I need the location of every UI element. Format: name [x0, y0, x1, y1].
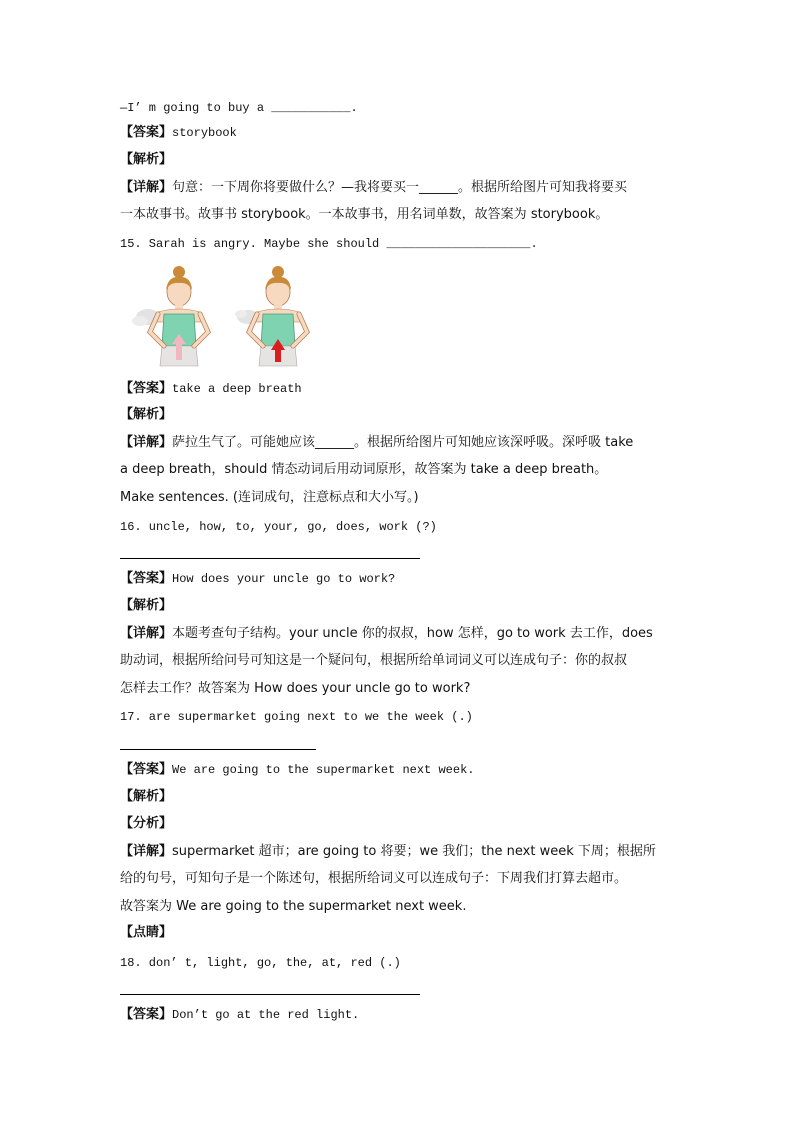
section-instruction: Make sentences. (连词成句，注意标点和大小写。): [120, 490, 419, 505]
q17-answer-line: [120, 761, 474, 779]
answer-tag: 【答案】: [120, 762, 173, 777]
q16-answer-line: [120, 570, 395, 588]
q18-answer: Don’t go at the red light.: [172, 1008, 360, 1022]
q16-detail-text-1: 本题考查句子结构。your uncle 你的叔叔，how 怎样，go to work 去工作，does: [172, 626, 653, 641]
q17-detail-line-1: [120, 843, 656, 861]
q17-detail-line-3: 故答案为 We are going to the supermarket next week.: [120, 899, 467, 914]
q18-prompt: 18. don’ t, light, go, the, at, red (.): [120, 956, 401, 970]
q16-analysis-tag: 【解析】: [120, 598, 173, 613]
answer-tag: 【答案】: [120, 125, 173, 140]
detail-tag: 【详解】: [120, 180, 173, 195]
q15-answer: take a deep breath: [172, 382, 302, 396]
q14-answer: storybook: [172, 126, 237, 140]
q17-prompt: 17. are supermarket going next to we the week (.): [120, 710, 473, 724]
q15-answer-line: [120, 380, 302, 398]
q14-answer-line: [120, 124, 237, 142]
detail-tag: 【详解】: [120, 626, 173, 641]
answer-tag: 【答案】: [120, 1007, 173, 1022]
q18-answer-blank[interactable]: [120, 994, 420, 995]
q17-dianjing-tag: 【点睛】: [120, 925, 173, 940]
q14-analysis-tag: 【解析】: [120, 152, 173, 167]
woman-breathing-out-figure: [235, 266, 307, 366]
q15-detail-line-1: [120, 434, 633, 452]
q17-detail-text-1: supermarket 超市；are going to 将要；we 我们；the next week 下周；根据所: [172, 844, 656, 859]
q17-analysis-tag: 【解析】: [120, 789, 173, 804]
q15-analysis-tag: 【解析】: [120, 407, 173, 422]
q15-detail-text-1: 萨拉生气了。可能她应该______。根据所给图片可知她应该深呼吸。深呼吸 take: [172, 435, 634, 450]
detail-tag: 【详解】: [120, 435, 173, 450]
q16-answer: How does your uncle go to work?: [172, 572, 396, 586]
q16-prompt: 16. uncle, how, to, your, go, does, work (?): [120, 520, 437, 534]
answer-tag: 【答案】: [120, 571, 173, 586]
q15-prompt: 15. Sarah is angry. Maybe she should ____________________.: [120, 237, 538, 251]
q16-detail-line-3: 怎样去工作？故答案为 How does your uncle go to work?: [120, 681, 471, 696]
q14-detail-line-2: 一本故事书。故事书 storybook。一本故事书，用名词单数，故答案为 storybook。: [120, 207, 609, 222]
deep-breath-illustration: [128, 262, 328, 370]
q16-detail-line-2: 助动词，根据所给问号可知这是一个疑问句，根据所给单词词义可以连成句子：你的叔叔: [120, 653, 628, 668]
q17-answer-blank[interactable]: [120, 749, 316, 750]
q17-detail-line-2: 给的句号，可知句子是一个陈述句，根据所给词义可以连成句子：下周我们打算去超市。: [120, 871, 628, 886]
answer-tag: 【答案】: [120, 381, 173, 396]
q14-detail-line-1: [120, 179, 627, 197]
q17-answer: We are going to the supermarket next week.: [172, 763, 475, 777]
q15-detail-line-2: a deep breath，should 情态动词后用动词原形，故答案为 take a deep breath。: [120, 462, 608, 477]
q16-detail-line-1: [120, 625, 653, 643]
q17-fenxi-tag: 【分析】: [120, 816, 173, 831]
q14-detail-text-1: 句意：一下周你将要做什么？—我将要买一______。根据所给图片可知我将要买: [172, 180, 628, 195]
woman-breathing-in-figure: [132, 266, 208, 366]
q16-answer-blank[interactable]: [120, 558, 420, 559]
q14-prompt: —I’ m going to buy a ___________.: [120, 101, 358, 115]
detail-tag: 【详解】: [120, 844, 173, 859]
q18-answer-line: [120, 1006, 359, 1024]
